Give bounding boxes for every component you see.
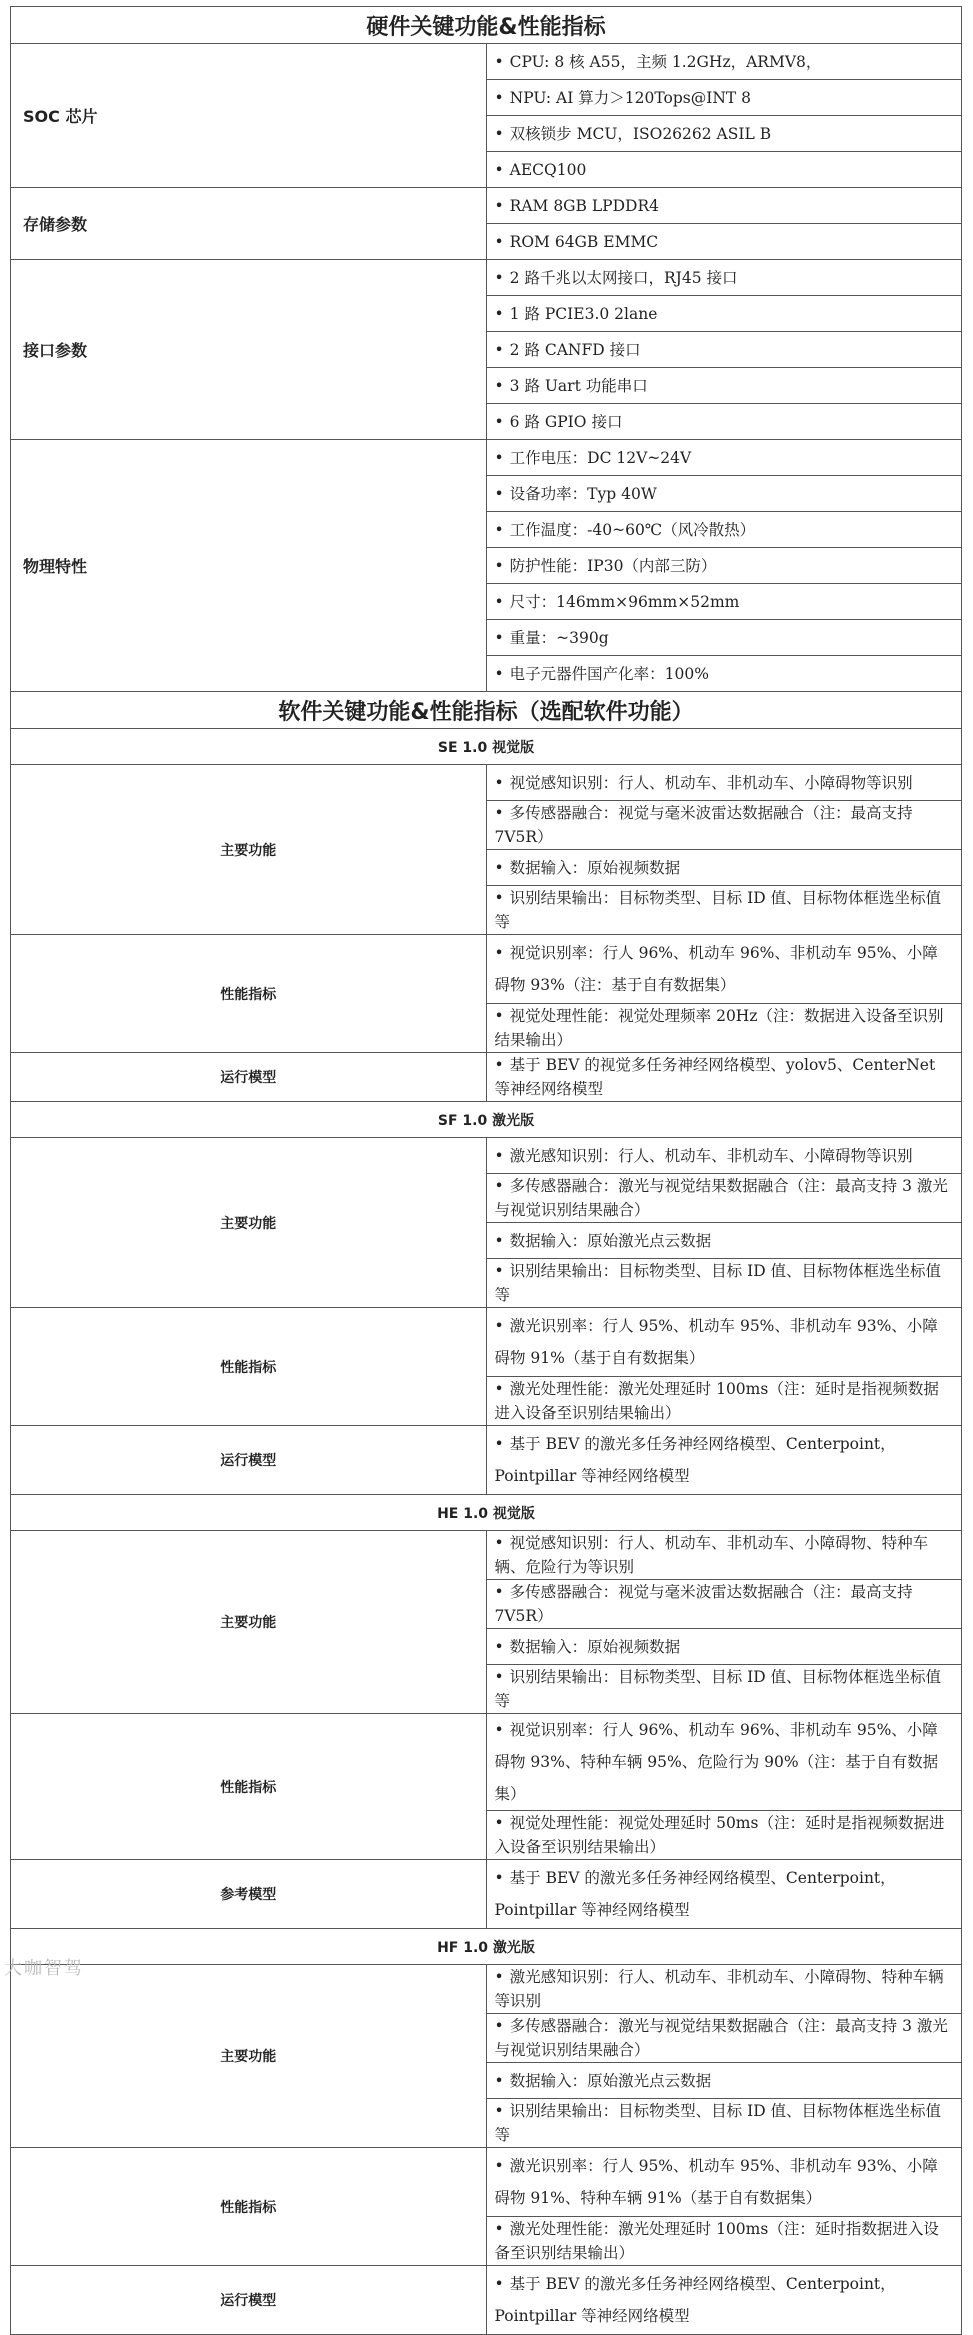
bullet-icon: • bbox=[494, 858, 504, 877]
bullet-icon: • bbox=[494, 773, 504, 792]
bullet-icon: • bbox=[494, 1637, 504, 1656]
bullet-icon: • bbox=[494, 2017, 504, 2035]
group-label: 主要功能 bbox=[11, 765, 487, 935]
spec-item-cell bbox=[486, 886, 962, 935]
spec-item-text: 基于 BEV 的视觉多任务神经网络模型、yolov5、CenterNet 等神经网络模型 bbox=[494, 1056, 936, 1098]
spec-item-cell bbox=[486, 440, 962, 476]
group-label: 主要功能 bbox=[11, 1531, 487, 1714]
spec-item-cell bbox=[486, 2148, 962, 2217]
spec-item-text: CPU: 8 核 A55，主频 1.2GHz，ARMV8， bbox=[509, 52, 822, 71]
spec-item-text: 多传感器融合：视觉与毫米波雷达数据融合（注：最高支持 7V5R） bbox=[494, 804, 913, 846]
spec-item-cell bbox=[486, 1377, 962, 1426]
spec-row bbox=[11, 935, 962, 1004]
spec-item-cell bbox=[486, 656, 962, 692]
spec-item-text: 多传感器融合：视觉与毫米波雷达数据融合（注：最高支持 7V5R） bbox=[494, 1583, 913, 1625]
group-label: 性能指标 bbox=[11, 935, 487, 1053]
spec-item-text: 视觉识别率：行人 96%、机动车 96%、非机动车 95%、小障碍物 93%、特种车辆 95%、危险行为 90%（注：基于自有数据集） bbox=[494, 1721, 939, 1803]
spec-item-cell bbox=[486, 1629, 962, 1665]
version-title: HE 1.0 视觉版 bbox=[11, 1495, 962, 1531]
bullet-icon: • bbox=[494, 1177, 504, 1195]
bullet-icon: • bbox=[494, 340, 504, 359]
bullet-icon: • bbox=[494, 268, 504, 287]
group-label: 接口参数 bbox=[11, 260, 487, 440]
spec-item-text: 视觉感知识别：行人、机动车、非机动车、小障碍物等识别 bbox=[509, 773, 913, 792]
group-label: 运行模型 bbox=[11, 2266, 487, 2335]
group-label: 运行模型 bbox=[11, 1053, 487, 1102]
bullet-icon: • bbox=[494, 484, 504, 503]
spec-item-cell bbox=[486, 1053, 962, 1102]
version-header-row bbox=[11, 1102, 962, 1138]
bullet-icon: • bbox=[494, 2220, 504, 2238]
spec-document bbox=[10, 6, 962, 2335]
bullet-icon: • bbox=[494, 889, 504, 907]
version-title: SF 1.0 激光版 bbox=[11, 1102, 962, 1138]
bullet-icon: • bbox=[494, 1231, 504, 1250]
bullet-icon: • bbox=[494, 664, 504, 683]
group-label: 性能指标 bbox=[11, 1714, 487, 1860]
spec-item-cell bbox=[486, 116, 962, 152]
bullet-icon: • bbox=[494, 448, 504, 467]
spec-item-text: 工作电压：DC 12V~24V bbox=[509, 448, 692, 467]
bullet-icon: • bbox=[494, 1056, 504, 1074]
spec-item-cell bbox=[486, 476, 962, 512]
spec-item-cell bbox=[486, 2099, 962, 2148]
spec-item-cell bbox=[486, 80, 962, 116]
bullet-icon: • bbox=[494, 2157, 504, 2175]
spec-item-text: 激光识别率：行人 95%、机动车 95%、非机动车 93%、小障碍物 91%、特种车辆 91%（基于自有数据集） bbox=[494, 2157, 938, 2207]
spec-item-text: 基于 BEV 的激光多任务神经网络模型、Centerpoint，Pointpillar 等神经网络模型 bbox=[494, 1435, 896, 1485]
group-label: 主要功能 bbox=[11, 1138, 487, 1308]
bullet-icon: • bbox=[494, 304, 504, 323]
spec-item-cell bbox=[486, 260, 962, 296]
spec-item-text: 激光感知识别：行人、机动车、非机动车、小障碍物等识别 bbox=[509, 1146, 913, 1165]
group-label: 性能指标 bbox=[11, 2148, 487, 2266]
group-label: 运行模型 bbox=[11, 1426, 487, 1495]
spec-row bbox=[11, 1965, 962, 2014]
spec-item-text: 视觉处理性能：视觉处理延时 50ms（注：延时是指视频数据进入设备至识别结果输出） bbox=[494, 1814, 945, 1856]
bullet-icon: • bbox=[494, 160, 504, 179]
group-label: SOC 芯片 bbox=[11, 44, 487, 188]
spec-item-text: 设备功率：Typ 40W bbox=[509, 484, 657, 503]
spec-item-text: 双核锁步 MCU，ISO26262 ASIL B bbox=[509, 124, 772, 143]
group-label: 参考模型 bbox=[11, 1860, 487, 1929]
spec-item-cell bbox=[486, 332, 962, 368]
spec-item-cell bbox=[486, 368, 962, 404]
spec-item-text: 防护性能：IP30（内部三防） bbox=[509, 556, 717, 575]
spec-item-text: 视觉识别率：行人 96%、机动车 96%、非机动车 95%、小障碍物 93%（注：基于自有数据集） bbox=[494, 944, 938, 994]
spec-item-text: 尺寸：146mm×96mm×52mm bbox=[509, 592, 740, 611]
spec-item-text: 数据输入：原始激光点云数据 bbox=[509, 1231, 712, 1250]
bullet-icon: • bbox=[494, 232, 504, 251]
spec-item-cell bbox=[486, 44, 962, 80]
spec-item-cell bbox=[486, 2217, 962, 2266]
spec-item-cell bbox=[486, 224, 962, 260]
spec-row bbox=[11, 1531, 962, 1580]
spec-row bbox=[11, 2266, 962, 2335]
spec-item-cell bbox=[486, 2063, 962, 2099]
bullet-icon: • bbox=[494, 1435, 504, 1453]
spec-item-cell bbox=[486, 1580, 962, 1629]
spec-item-cell bbox=[486, 1965, 962, 2014]
spec-item-text: 识别结果输出：目标物类型、目标 ID 值、目标物体框选坐标值等 bbox=[494, 889, 942, 931]
bullet-icon: • bbox=[494, 1146, 504, 1165]
spec-item-cell bbox=[486, 1714, 962, 1811]
spec-item-cell bbox=[486, 765, 962, 801]
bullet-icon: • bbox=[494, 412, 504, 431]
bullet-icon: • bbox=[494, 124, 504, 143]
software-title-row bbox=[11, 692, 962, 729]
spec-item-text: 视觉处理性能：视觉处理频率 20Hz（注：数据进入设备至识别结果输出） bbox=[494, 1007, 944, 1049]
hardware-title-row bbox=[11, 7, 962, 44]
spec-item-text: 激光识别率：行人 95%、机动车 95%、非机动车 93%、小障碍物 91%（基于自有数据集） bbox=[494, 1317, 938, 1367]
spec-item-cell bbox=[486, 935, 962, 1004]
group-label: 性能指标 bbox=[11, 1308, 487, 1426]
bullet-icon: • bbox=[494, 1869, 504, 1887]
spec-item-cell bbox=[486, 850, 962, 886]
spec-item-text: 数据输入：原始视频数据 bbox=[509, 1637, 681, 1656]
spec-item-cell bbox=[486, 548, 962, 584]
spec-row bbox=[11, 260, 962, 296]
bullet-icon: • bbox=[494, 2275, 504, 2293]
group-label: 主要功能 bbox=[11, 1965, 487, 2148]
spec-item-cell bbox=[486, 296, 962, 332]
spec-row bbox=[11, 1860, 962, 1929]
bullet-icon: • bbox=[494, 1534, 504, 1552]
spec-item-cell bbox=[486, 1004, 962, 1053]
spec-item-text: 基于 BEV 的激光多任务神经网络模型、Centerpoint，Pointpillar 等神经网络模型 bbox=[494, 2275, 896, 2325]
spec-item-cell bbox=[486, 620, 962, 656]
spec-item-text: AECQ100 bbox=[509, 160, 587, 179]
spec-item-text: 1 路 PCIE3.0 2lane bbox=[509, 304, 658, 323]
spec-item-text: 2 路 CANFD 接口 bbox=[509, 340, 641, 359]
bullet-icon: • bbox=[494, 1583, 504, 1601]
bullet-icon: • bbox=[494, 804, 504, 822]
spec-row bbox=[11, 2148, 962, 2217]
spec-item-cell bbox=[486, 801, 962, 850]
bullet-icon: • bbox=[494, 556, 504, 575]
spec-row bbox=[11, 1426, 962, 1495]
bullet-icon: • bbox=[494, 2102, 504, 2120]
spec-item-cell bbox=[486, 2014, 962, 2063]
spec-item-cell bbox=[486, 1223, 962, 1259]
bullet-icon: • bbox=[494, 1968, 504, 1986]
spec-row bbox=[11, 1138, 962, 1174]
group-label: 存储参数 bbox=[11, 188, 487, 260]
spec-item-text: 2 路千兆以太网接口，RJ45 接口 bbox=[509, 268, 738, 287]
spec-table bbox=[10, 6, 962, 2335]
spec-item-text: 激光感知识别：行人、机动车、非机动车、小障碍物、特种车辆等识别 bbox=[494, 1968, 944, 2010]
spec-item-text: 基于 BEV 的激光多任务神经网络模型、Centerpoint，Pointpillar 等神经网络模型 bbox=[494, 1869, 896, 1919]
spec-item-text: 数据输入：原始激光点云数据 bbox=[509, 2071, 712, 2090]
version-header-row bbox=[11, 1929, 962, 1965]
spec-item-cell bbox=[486, 152, 962, 188]
spec-item-text: 视觉感知识别：行人、机动车、非机动车、小障碍物、特种车辆、危险行为等识别 bbox=[494, 1534, 929, 1576]
watermark: 大咖智驾 bbox=[4, 1958, 84, 1979]
bullet-icon: • bbox=[494, 1814, 504, 1832]
spec-item-text: 6 路 GPIO 接口 bbox=[509, 412, 623, 431]
spec-item-text: 多传感器融合：激光与视觉结果数据融合（注：最高支持 3 激光与视觉识别结果融合） bbox=[494, 1177, 948, 1219]
bullet-icon: • bbox=[494, 2071, 504, 2090]
spec-item-cell bbox=[486, 1665, 962, 1714]
spec-item-text: 识别结果输出：目标物类型、目标 ID 值、目标物体框选坐标值等 bbox=[494, 2102, 942, 2144]
spec-item-text: 识别结果输出：目标物类型、目标 ID 值、目标物体框选坐标值等 bbox=[494, 1668, 942, 1710]
spec-item-text: NPU: AI 算力＞120Tops@INT 8 bbox=[509, 88, 752, 107]
spec-item-cell bbox=[486, 584, 962, 620]
version-header-row bbox=[11, 1495, 962, 1531]
bullet-icon: • bbox=[494, 1380, 504, 1398]
spec-row bbox=[11, 765, 962, 801]
spec-row bbox=[11, 1053, 962, 1102]
group-label: 物理特性 bbox=[11, 440, 487, 692]
spec-item-cell bbox=[486, 1426, 962, 1495]
bullet-icon: • bbox=[494, 88, 504, 107]
spec-item-cell bbox=[486, 512, 962, 548]
version-title: HF 1.0 激光版 bbox=[11, 1929, 962, 1965]
bullet-icon: • bbox=[494, 376, 504, 395]
bullet-icon: • bbox=[494, 1317, 504, 1335]
bullet-icon: • bbox=[494, 196, 504, 215]
spec-row bbox=[11, 188, 962, 224]
spec-row bbox=[11, 1714, 962, 1811]
spec-row bbox=[11, 440, 962, 476]
bullet-icon: • bbox=[494, 944, 504, 962]
bullet-icon: • bbox=[494, 628, 504, 647]
spec-item-cell bbox=[486, 1811, 962, 1860]
software-title: 软件关键功能&性能指标（选配软件功能） bbox=[11, 692, 962, 729]
spec-item-cell bbox=[486, 1308, 962, 1377]
bullet-icon: • bbox=[494, 520, 504, 539]
spec-item-text: 识别结果输出：目标物类型、目标 ID 值、目标物体框选坐标值等 bbox=[494, 1262, 942, 1304]
version-header-row bbox=[11, 729, 962, 765]
spec-item-text: 多传感器融合：激光与视觉结果数据融合（注：最高支持 3 激光与视觉识别结果融合） bbox=[494, 2017, 948, 2059]
spec-row bbox=[11, 1308, 962, 1377]
bullet-icon: • bbox=[494, 1262, 504, 1280]
spec-item-cell bbox=[486, 1138, 962, 1174]
bullet-icon: • bbox=[494, 592, 504, 611]
spec-item-text: 激光处理性能：激光处理延时 100ms（注：延时是指视频数据进入设备至识别结果输出） bbox=[494, 1380, 939, 1422]
bullet-icon: • bbox=[494, 1668, 504, 1686]
spec-item-cell bbox=[486, 2266, 962, 2335]
bullet-icon: • bbox=[494, 1007, 504, 1025]
spec-item-cell bbox=[486, 404, 962, 440]
spec-item-cell bbox=[486, 1174, 962, 1223]
spec-item-text: 激光处理性能：激光处理延时 100ms（注：延时指数据进入设备至识别结果输出） bbox=[494, 2220, 939, 2262]
bullet-icon: • bbox=[494, 1721, 504, 1739]
spec-item-text: ROM 64GB EMMC bbox=[509, 232, 659, 251]
spec-item-text: 3 路 Uart 功能串口 bbox=[509, 376, 648, 395]
version-title: SE 1.0 视觉版 bbox=[11, 729, 962, 765]
spec-item-cell bbox=[486, 1531, 962, 1580]
spec-item-text: 电子元器件国产化率：100% bbox=[509, 664, 709, 683]
spec-item-text: RAM 8GB LPDDR4 bbox=[509, 196, 659, 215]
bullet-icon: • bbox=[494, 52, 504, 71]
spec-item-text: 工作温度：-40~60℃（风冷散热） bbox=[509, 520, 756, 539]
spec-item-cell bbox=[486, 1259, 962, 1308]
spec-item-cell bbox=[486, 1860, 962, 1929]
spec-item-text: 数据输入：原始视频数据 bbox=[509, 858, 681, 877]
spec-item-text: 重量：~390g bbox=[509, 628, 609, 647]
spec-row bbox=[11, 44, 962, 80]
spec-item-cell bbox=[486, 188, 962, 224]
hardware-title: 硬件关键功能&性能指标 bbox=[11, 7, 962, 44]
